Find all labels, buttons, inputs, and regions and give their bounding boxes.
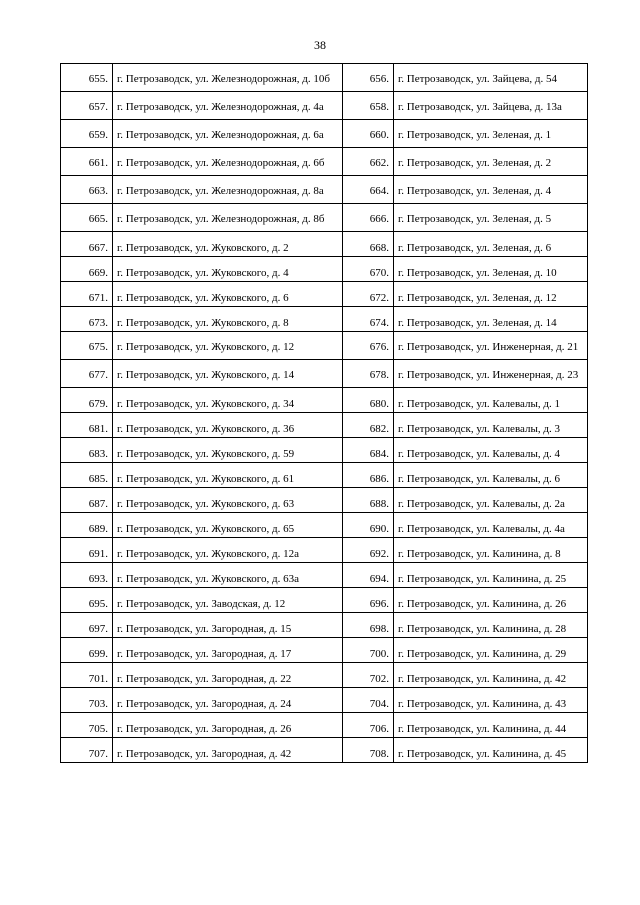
left-address-cell: г. Петрозаводск, ул. Жуковского, д. 4 [113,257,343,282]
right-number-cell: 694. [343,563,394,588]
left-number-cell: 681. [61,413,113,438]
left-number-cell: 683. [61,438,113,463]
table-row [61,463,588,488]
left-address-cell: г. Петрозаводск, ул. Загородная, д. 22 [113,663,343,688]
left-number-cell: 693. [61,563,113,588]
left-number-cell: 687. [61,488,113,513]
right-address-cell: г. Петрозаводск, ул. Калинина, д. 25 [394,563,588,588]
table-row [61,488,588,513]
left-number-cell: 663. [61,176,113,204]
table-row [61,232,588,257]
left-number-cell: 695. [61,588,113,613]
right-number-cell: 684. [343,438,394,463]
right-number-cell: 670. [343,257,394,282]
left-address-cell: г. Петрозаводск, ул. Жуковского, д. 34 [113,388,343,413]
left-number-cell: 689. [61,513,113,538]
right-number-cell: 696. [343,588,394,613]
left-address-cell: г. Петрозаводск, ул. Загородная, д. 24 [113,688,343,713]
left-address-cell: г. Петрозаводск, ул. Жуковского, д. 36 [113,413,343,438]
left-address-cell: г. Петрозаводск, ул. Жуковского, д. 8 [113,307,343,332]
right-address-cell: г. Петрозаводск, ул. Зайцева, д. 54 [394,64,588,92]
left-number-cell: 657. [61,92,113,120]
right-number-cell: 656. [343,64,394,92]
left-number-cell: 703. [61,688,113,713]
table-row [61,563,588,588]
address-table [60,63,588,763]
right-address-cell: г. Петрозаводск, ул. Калевалы, д. 2а [394,488,588,513]
right-address-cell: г. Петрозаводск, ул. Калинина, д. 29 [394,638,588,663]
page-number: 38 [314,38,326,52]
right-number-cell: 702. [343,663,394,688]
table-row [61,307,588,332]
right-number-cell: 680. [343,388,394,413]
left-number-cell: 661. [61,148,113,176]
left-number-cell: 707. [61,738,113,763]
left-address-cell: г. Петрозаводск, ул. Железнодорожная, д. 8а [113,176,343,204]
right-address-cell: г. Петрозаводск, ул. Инженерная, д. 23 [394,360,588,388]
right-address-cell: г. Петрозаводск, ул. Калинина, д. 43 [394,688,588,713]
left-address-cell: г. Петрозаводск, ул. Жуковского, д. 61 [113,463,343,488]
right-number-cell: 686. [343,463,394,488]
right-address-cell: г. Петрозаводск, ул. Калинина, д. 26 [394,588,588,613]
right-address-cell: г. Петрозаводск, ул. Калевалы, д. 4а [394,513,588,538]
right-number-cell: 704. [343,688,394,713]
table-row [61,688,588,713]
right-address-cell: г. Петрозаводск, ул. Калевалы, д. 4 [394,438,588,463]
left-address-cell: г. Петрозаводск, ул. Жуковского, д. 63а [113,563,343,588]
left-number-cell: 677. [61,360,113,388]
right-address-cell: г. Петрозаводск, ул. Зеленая, д. 10 [394,257,588,282]
table-row [61,438,588,463]
left-address-cell: г. Петрозаводск, ул. Жуковского, д. 2 [113,232,343,257]
table-row [61,713,588,738]
left-address-cell: г. Петрозаводск, ул. Загородная, д. 26 [113,713,343,738]
right-number-cell: 662. [343,148,394,176]
left-address-cell: г. Петрозаводск, ул. Железнодорожная, д. 6б [113,148,343,176]
table-row [61,257,588,282]
right-number-cell: 706. [343,713,394,738]
left-address-cell: г. Петрозаводск, ул. Жуковского, д. 6 [113,282,343,307]
right-address-cell: г. Петрозаводск, ул. Калинина, д. 42 [394,663,588,688]
left-address-cell: г. Петрозаводск, ул. Железнодорожная, д. 8б [113,204,343,232]
left-number-cell: 655. [61,64,113,92]
right-number-cell: 708. [343,738,394,763]
left-number-cell: 685. [61,463,113,488]
right-number-cell: 678. [343,360,394,388]
right-number-cell: 700. [343,638,394,663]
right-address-cell: г. Петрозаводск, ул. Зеленая, д. 2 [394,148,588,176]
right-number-cell: 668. [343,232,394,257]
left-number-cell: 679. [61,388,113,413]
right-address-cell: г. Петрозаводск, ул. Зайцева, д. 13а [394,92,588,120]
table-row [61,538,588,563]
right-number-cell: 688. [343,488,394,513]
table-row [61,663,588,688]
right-address-cell: г. Петрозаводск, ул. Калевалы, д. 3 [394,413,588,438]
left-address-cell: г. Петрозаводск, ул. Загородная, д. 15 [113,613,343,638]
right-address-cell: г. Петрозаводск, ул. Калинина, д. 28 [394,613,588,638]
table-row [61,92,588,120]
left-number-cell: 669. [61,257,113,282]
right-number-cell: 682. [343,413,394,438]
table-row [61,148,588,176]
right-address-cell: г. Петрозаводск, ул. Зеленая, д. 4 [394,176,588,204]
left-address-cell: г. Петрозаводск, ул. Жуковского, д. 12 [113,332,343,360]
right-number-cell: 692. [343,538,394,563]
right-number-cell: 660. [343,120,394,148]
table-row [61,413,588,438]
table-row [61,360,588,388]
table-row [61,613,588,638]
right-address-cell: г. Петрозаводск, ул. Калевалы, д. 1 [394,388,588,413]
right-address-cell: г. Петрозаводск, ул. Инженерная, д. 21 [394,332,588,360]
left-number-cell: 705. [61,713,113,738]
left-number-cell: 667. [61,232,113,257]
left-number-cell: 671. [61,282,113,307]
right-number-cell: 690. [343,513,394,538]
right-number-cell: 672. [343,282,394,307]
right-address-cell: г. Петрозаводск, ул. Зеленая, д. 6 [394,232,588,257]
table-row [61,738,588,763]
left-number-cell: 701. [61,663,113,688]
left-address-cell: г. Петрозаводск, ул. Жуковского, д. 63 [113,488,343,513]
right-address-cell: г. Петрозаводск, ул. Зеленая, д. 1 [394,120,588,148]
left-address-cell: г. Петрозаводск, ул. Загородная, д. 17 [113,638,343,663]
right-number-cell: 664. [343,176,394,204]
table-row [61,176,588,204]
table-row [61,64,588,92]
right-number-cell: 666. [343,204,394,232]
left-address-cell: г. Петрозаводск, ул. Жуковского, д. 59 [113,438,343,463]
table-row [61,388,588,413]
address-table-body [61,64,588,763]
table-row [61,638,588,663]
left-number-cell: 699. [61,638,113,663]
right-number-cell: 674. [343,307,394,332]
left-address-cell: г. Петрозаводск, ул. Жуковского, д. 12а [113,538,343,563]
right-address-cell: г. Петрозаводск, ул. Калевалы, д. 6 [394,463,588,488]
right-number-cell: 658. [343,92,394,120]
left-number-cell: 673. [61,307,113,332]
right-address-cell: г. Петрозаводск, ул. Калинина, д. 44 [394,713,588,738]
right-number-cell: 676. [343,332,394,360]
left-number-cell: 659. [61,120,113,148]
left-number-cell: 665. [61,204,113,232]
table-row [61,120,588,148]
left-address-cell: г. Петрозаводск, ул. Загородная, д. 42 [113,738,343,763]
right-address-cell: г. Петрозаводск, ул. Калинина, д. 45 [394,738,588,763]
right-address-cell: г. Петрозаводск, ул. Зеленая, д. 12 [394,282,588,307]
left-number-cell: 675. [61,332,113,360]
right-address-cell: г. Петрозаводск, ул. Зеленая, д. 14 [394,307,588,332]
left-address-cell: г. Петрозаводск, ул. Жуковского, д. 65 [113,513,343,538]
table-row [61,588,588,613]
table-row [61,204,588,232]
left-address-cell: г. Петрозаводск, ул. Заводская, д. 12 [113,588,343,613]
table-row [61,282,588,307]
table-row [61,513,588,538]
left-address-cell: г. Петрозаводск, ул. Железнодорожная, д. 6а [113,120,343,148]
right-address-cell: г. Петрозаводск, ул. Калинина, д. 8 [394,538,588,563]
left-number-cell: 697. [61,613,113,638]
left-number-cell: 691. [61,538,113,563]
right-address-cell: г. Петрозаводск, ул. Зеленая, д. 5 [394,204,588,232]
left-address-cell: г. Петрозаводск, ул. Железнодорожная, д. 10б [113,64,343,92]
left-address-cell: г. Петрозаводск, ул. Железнодорожная, д. 4а [113,92,343,120]
left-address-cell: г. Петрозаводск, ул. Жуковского, д. 14 [113,360,343,388]
table-row [61,332,588,360]
right-number-cell: 698. [343,613,394,638]
